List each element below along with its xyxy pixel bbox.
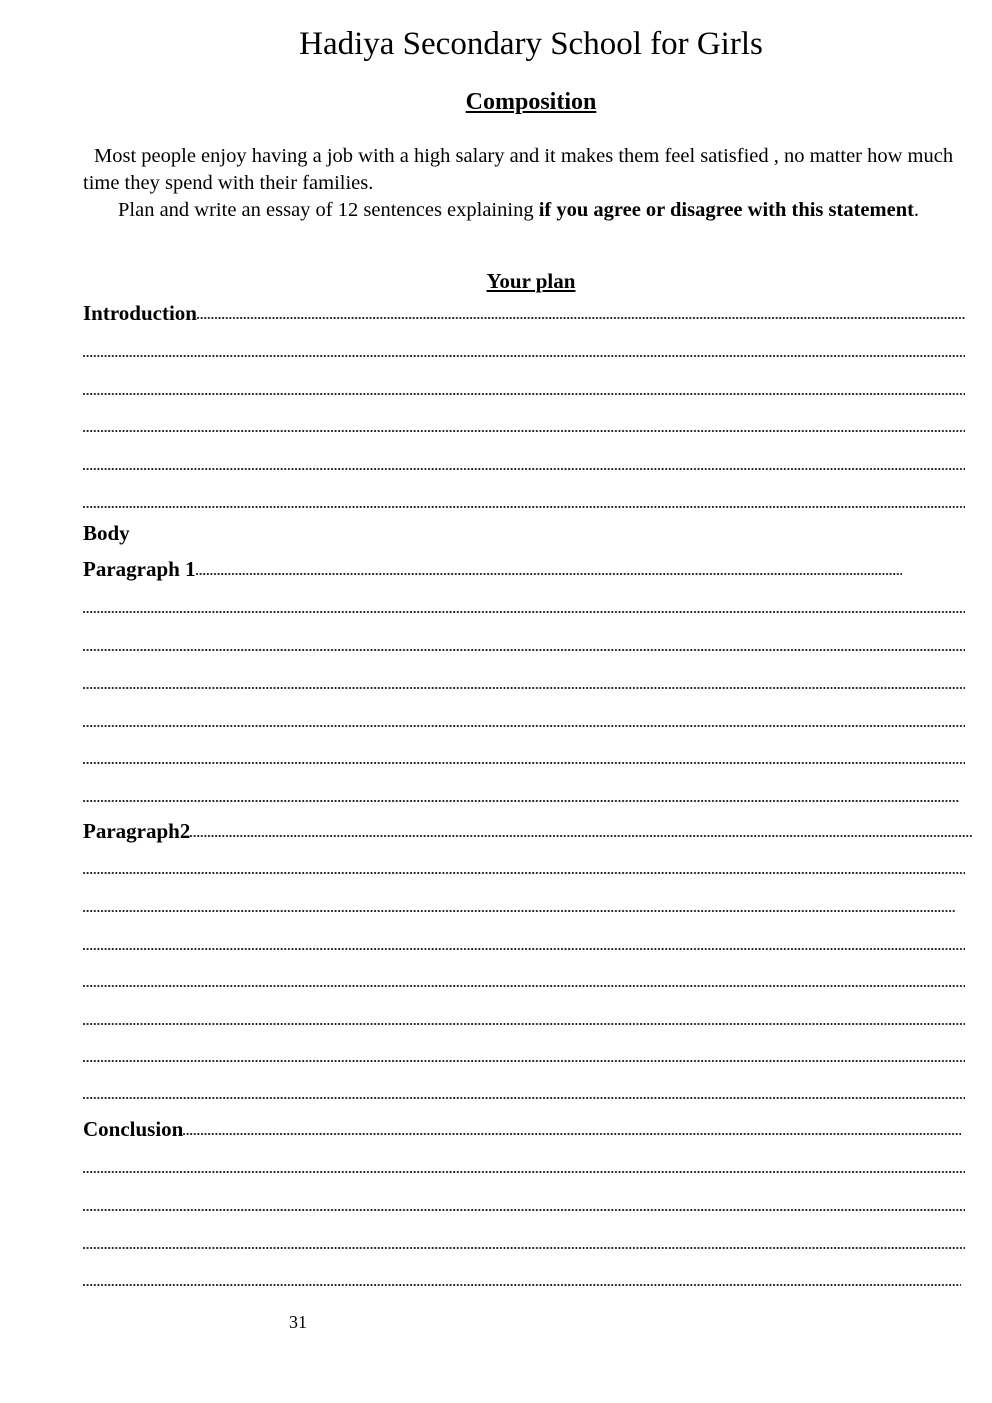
writing-line[interactable] [83, 670, 965, 696]
writing-line[interactable] [83, 413, 965, 439]
writing-line[interactable] [83, 594, 965, 620]
page-number: 31 [289, 1312, 307, 1332]
writing-line[interactable] [83, 855, 965, 881]
paragraph1-label: Paragraph 1 [83, 557, 196, 581]
writing-line[interactable] [83, 708, 965, 734]
conclusion-line [83, 1116, 961, 1142]
writing-line[interactable] [83, 931, 965, 957]
writing-line[interactable] [83, 893, 955, 919]
writing-line[interactable] [83, 338, 965, 364]
instruction-text: Plan and write an essay of 12 sentences explaining [118, 199, 539, 221]
instruction-end: . [913, 199, 920, 221]
writing-line[interactable] [83, 783, 960, 809]
paragraph2-line [83, 818, 973, 844]
introduction-line [83, 300, 965, 326]
writing-space[interactable] [196, 572, 902, 576]
prompt-instruction [83, 197, 978, 224]
section-title: Composition [465, 89, 597, 115]
conclusion-label: Conclusion [83, 1117, 184, 1141]
introduction-label: Introduction [83, 301, 197, 325]
writing-line[interactable] [83, 1006, 965, 1032]
writing-line[interactable] [83, 451, 965, 477]
writing-line[interactable] [83, 1267, 961, 1293]
body-label: Body [83, 521, 130, 545]
writing-space[interactable] [190, 834, 973, 838]
writing-line[interactable] [83, 1080, 965, 1106]
plan-title: Your plan [486, 269, 576, 293]
body-heading [83, 520, 383, 546]
writing-line[interactable] [83, 1192, 965, 1218]
writing-line[interactable] [83, 1230, 965, 1256]
writing-line[interactable] [83, 745, 965, 771]
instruction-emphasis: if you agree or disagree with this statement [538, 199, 914, 221]
school-title: Hadiya Secondary School for Girls [299, 26, 763, 62]
writing-line[interactable] [83, 968, 965, 994]
prompt-statement: Most people enjoy having a job with a high salary and it makes them feel satisfied , no matter how much time they spend with their families. [83, 145, 954, 194]
writing-line[interactable] [83, 632, 965, 658]
paragraph1-line [83, 556, 902, 582]
writing-space[interactable] [183, 1132, 961, 1136]
writing-line[interactable] [83, 376, 965, 402]
writing-line[interactable] [83, 1154, 965, 1180]
writing-space[interactable] [197, 316, 965, 320]
writing-line[interactable] [83, 489, 965, 515]
writing-line[interactable] [83, 1043, 965, 1069]
paragraph2-label: Paragraph2 [83, 819, 191, 843]
